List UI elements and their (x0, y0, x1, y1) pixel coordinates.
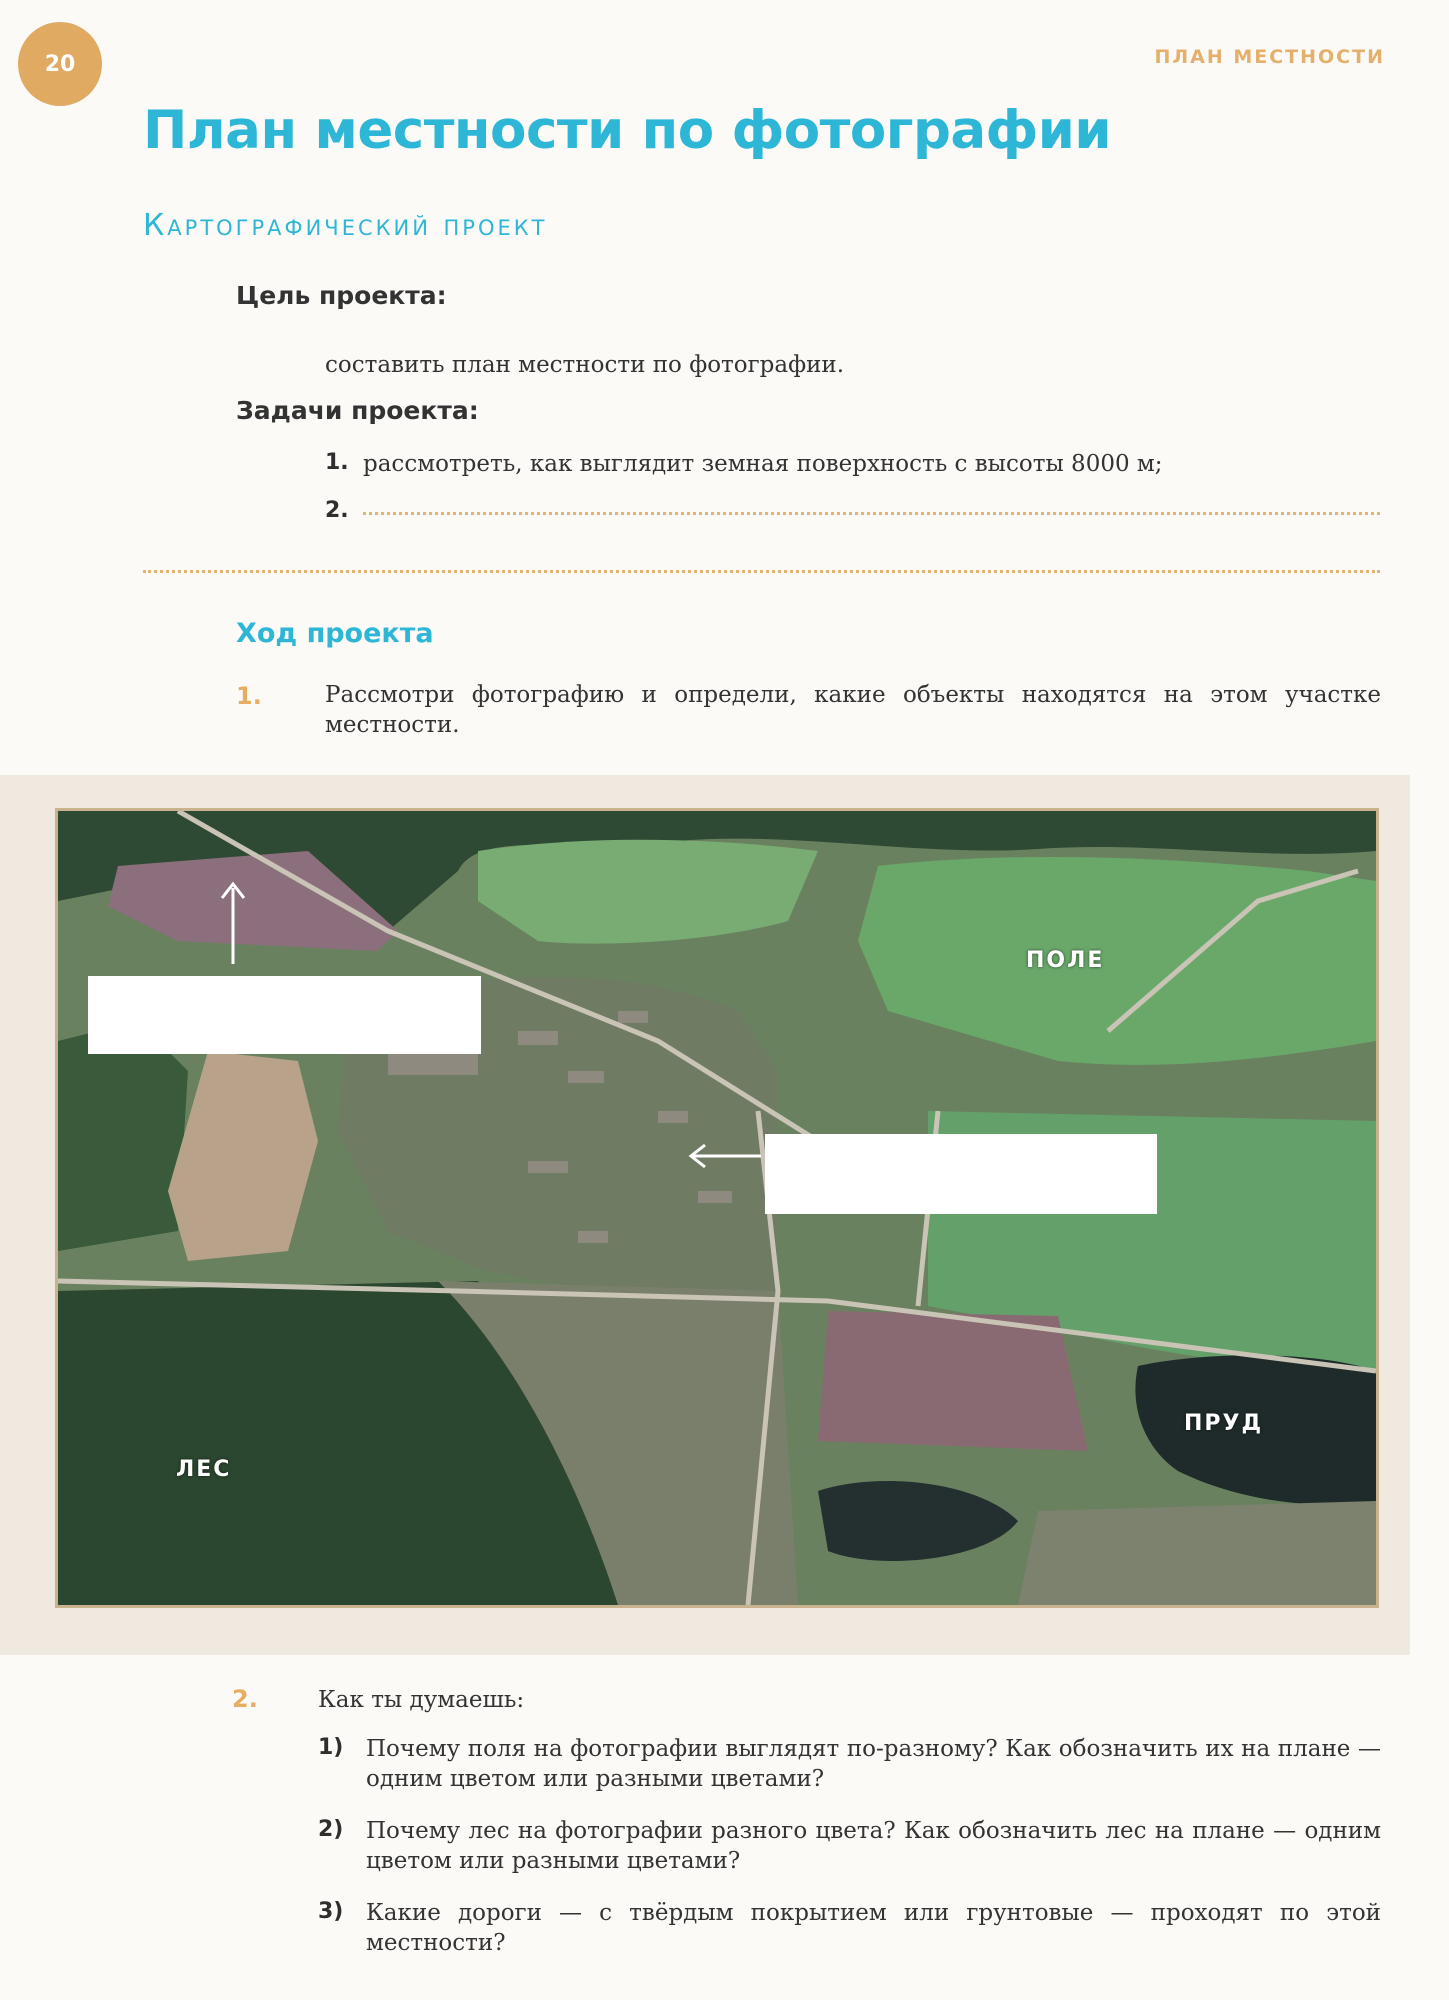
step-2-intro: Как ты думаешь: (318, 1687, 525, 1713)
goal-heading: Цель проекта: (236, 281, 447, 310)
goal-text: составить план местности по фотографии. (325, 352, 845, 378)
progress-heading: Ход проекта (236, 618, 434, 649)
question-1-number: 1) (318, 1735, 344, 1760)
step-1-number: 1. (236, 682, 262, 710)
aerial-photo (55, 808, 1379, 1608)
task-2-answer-line[interactable] (363, 512, 1380, 515)
field-label: ПОЛЕ (1026, 948, 1105, 973)
task-1-number: 1. (325, 450, 349, 475)
aerial-photo-drawing (58, 811, 1376, 1605)
page-title: План местности по фотографии (143, 100, 1112, 161)
step-1-text: Рассмотри фотографию и определи, какие объекты находятся на этом участке местности. (325, 682, 1381, 738)
page-subtitle: Картографический проект (143, 208, 548, 243)
question-3-text: Какие дороги — с твёрдым покрытием или грунтовые — проходят по этой местности? (366, 1900, 1381, 1956)
arrow-up-icon (218, 876, 248, 966)
blank-label-box-right[interactable] (765, 1134, 1157, 1214)
question-2-number: 2) (318, 1817, 344, 1842)
pond-label: ПРУД (1184, 1411, 1264, 1436)
page-number: 20 (18, 22, 102, 106)
blank-label-box-left[interactable] (88, 976, 481, 1054)
question-1-text: Почему поля на фотографии выглядят по-разному? Как обозначить их на плане — одним цветом или разными цветами? (366, 1736, 1381, 1792)
step-2-number: 2. (232, 1685, 258, 1713)
question-2-text: Почему лес на фотографии разного цвета? Как обозначить лес на плане — одним цветом или разными цветами? (366, 1818, 1381, 1874)
task-2-number: 2. (325, 498, 349, 523)
task-1-text: рассмотреть, как выглядит земная поверхность с высоты 8000 м; (363, 451, 1163, 477)
running-head: ПЛАН МЕСТНОСТИ (1154, 46, 1385, 68)
arrow-left-icon (683, 1141, 763, 1171)
question-3-number: 3) (318, 1899, 344, 1924)
tasks-heading: Задачи проекта: (236, 396, 479, 425)
answer-line[interactable] (143, 570, 1380, 573)
forest-label: ЛЕС (176, 1457, 232, 1482)
